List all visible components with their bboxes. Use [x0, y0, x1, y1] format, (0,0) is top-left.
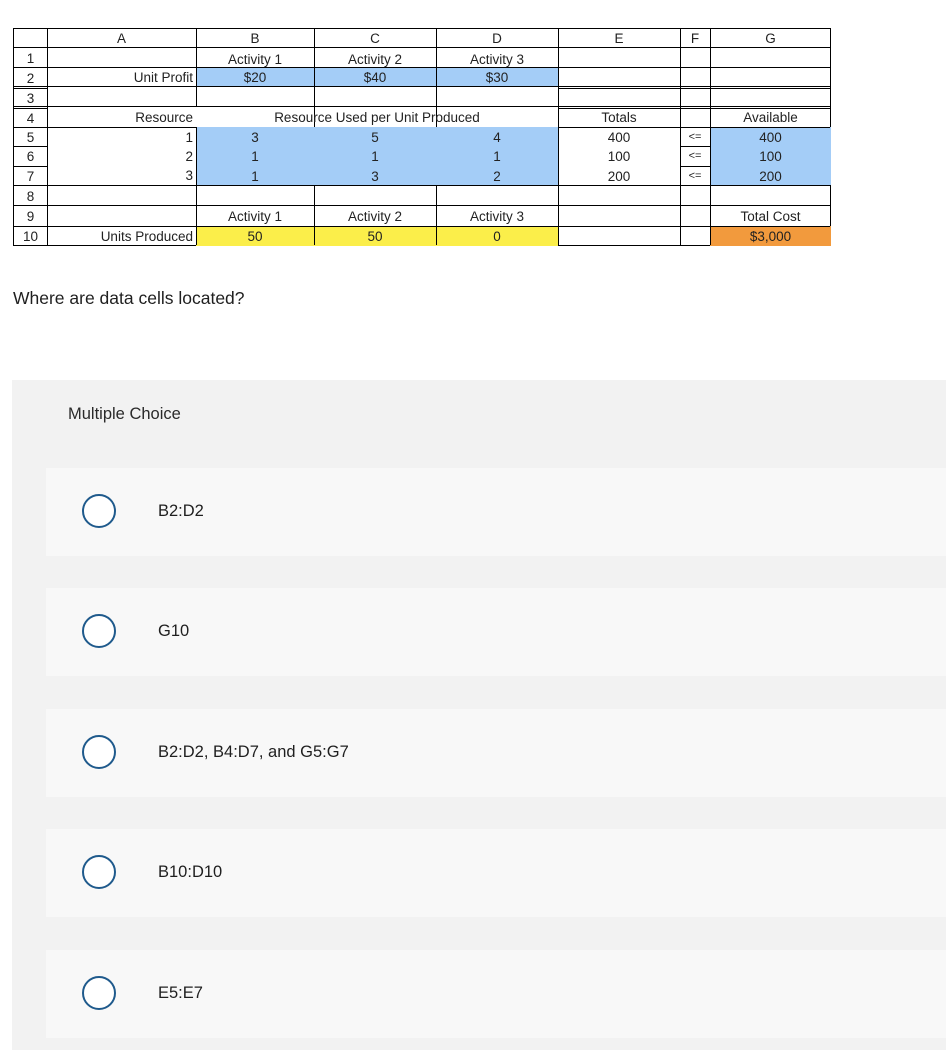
cell-f6: <= [688, 150, 702, 162]
row-number: 10 [22, 229, 39, 244]
cell-d1: Activity 3 [469, 52, 524, 67]
cell-a6: 2 [185, 149, 193, 164]
col-header-b: B [250, 31, 260, 46]
choice-option[interactable] [46, 829, 946, 917]
panel-title: Multiple Choice [68, 405, 181, 423]
radio-button[interactable] [82, 614, 116, 648]
choice-label: B2:D2, B4:D7, and G5:G7 [158, 743, 349, 761]
col-header-a: A [116, 31, 126, 46]
cell-c6: 1 [371, 149, 379, 164]
multiple-choice-panel [12, 380, 946, 1050]
cell-d2: $30 [485, 70, 509, 85]
row-number: 3 [26, 91, 35, 106]
cell-b2: $20 [243, 70, 267, 85]
choice-label: B10:D10 [158, 863, 223, 881]
cell-b7: 1 [251, 169, 259, 184]
cell-b10: 50 [247, 229, 263, 244]
choice-label: B2:D2 [158, 502, 204, 520]
cell-g5: 400 [759, 130, 782, 145]
cell-b4-header: Resource Used per Unit Produced [274, 110, 480, 125]
cell-f5: <= [688, 131, 702, 143]
cell-e5: 400 [607, 130, 631, 145]
cell-a2: Unit Profit [133, 70, 193, 85]
choice-option[interactable] [46, 709, 946, 797]
cell-e6: 100 [607, 149, 631, 164]
cell-a4: Resource [135, 110, 193, 125]
cell-g6: 100 [759, 149, 782, 164]
row-number: 7 [26, 169, 35, 184]
choice-option[interactable] [46, 468, 946, 556]
cell-f7: <= [688, 170, 702, 182]
cell-a5: 1 [185, 130, 193, 145]
cell-d6: 1 [493, 149, 501, 164]
choice-label: G10 [158, 622, 190, 640]
choice-option[interactable] [46, 950, 946, 1038]
cell-b5: 3 [251, 130, 259, 145]
cell-e4: Totals [601, 110, 637, 125]
spreadsheet [13, 28, 831, 246]
cell-e7: 200 [607, 169, 631, 184]
col-header-e: E [614, 31, 624, 46]
cell-d9: Activity 3 [469, 209, 524, 224]
cell-c7: 3 [371, 169, 379, 184]
col-header-g: G [765, 31, 776, 46]
choice-option[interactable] [46, 588, 946, 676]
cell-d7: 2 [493, 169, 501, 184]
cell-c10: 50 [367, 229, 383, 244]
cell-b9: Activity 1 [227, 209, 282, 224]
cell-d10: 0 [493, 229, 501, 244]
cell-g10: $3,000 [749, 229, 792, 244]
cell-c5: 5 [371, 130, 379, 145]
cell-a10: Units Produced [100, 229, 193, 244]
col-header-c: C [370, 31, 380, 46]
row-number: 9 [26, 209, 35, 224]
row-number: 6 [26, 149, 35, 164]
col-header-f: F [690, 31, 700, 46]
cell-c1: Activity 2 [347, 52, 402, 67]
radio-button[interactable] [82, 494, 116, 528]
cell-g9: Total Cost [740, 209, 801, 224]
cell-c9: Activity 2 [347, 209, 402, 224]
cell-g4: Available [743, 110, 798, 125]
radio-button[interactable] [82, 855, 116, 889]
row-number: 8 [26, 189, 35, 204]
radio-button[interactable] [82, 976, 116, 1010]
row-number: 1 [26, 51, 35, 66]
col-header-d: D [492, 31, 502, 46]
radio-button[interactable] [82, 735, 116, 769]
cell-a7: 3 [185, 168, 193, 183]
choice-label: E5:E7 [158, 984, 203, 1002]
row-number: 5 [26, 130, 35, 145]
row-number: 2 [26, 71, 35, 86]
cell-b6: 1 [251, 149, 259, 164]
cell-g7: 200 [759, 169, 782, 184]
question-text: Where are data cells located? [13, 288, 245, 308]
cell-d5: 4 [493, 130, 501, 145]
cell-b1: Activity 1 [227, 52, 282, 67]
row-number: 4 [26, 111, 35, 126]
cell-c2: $40 [363, 70, 387, 85]
